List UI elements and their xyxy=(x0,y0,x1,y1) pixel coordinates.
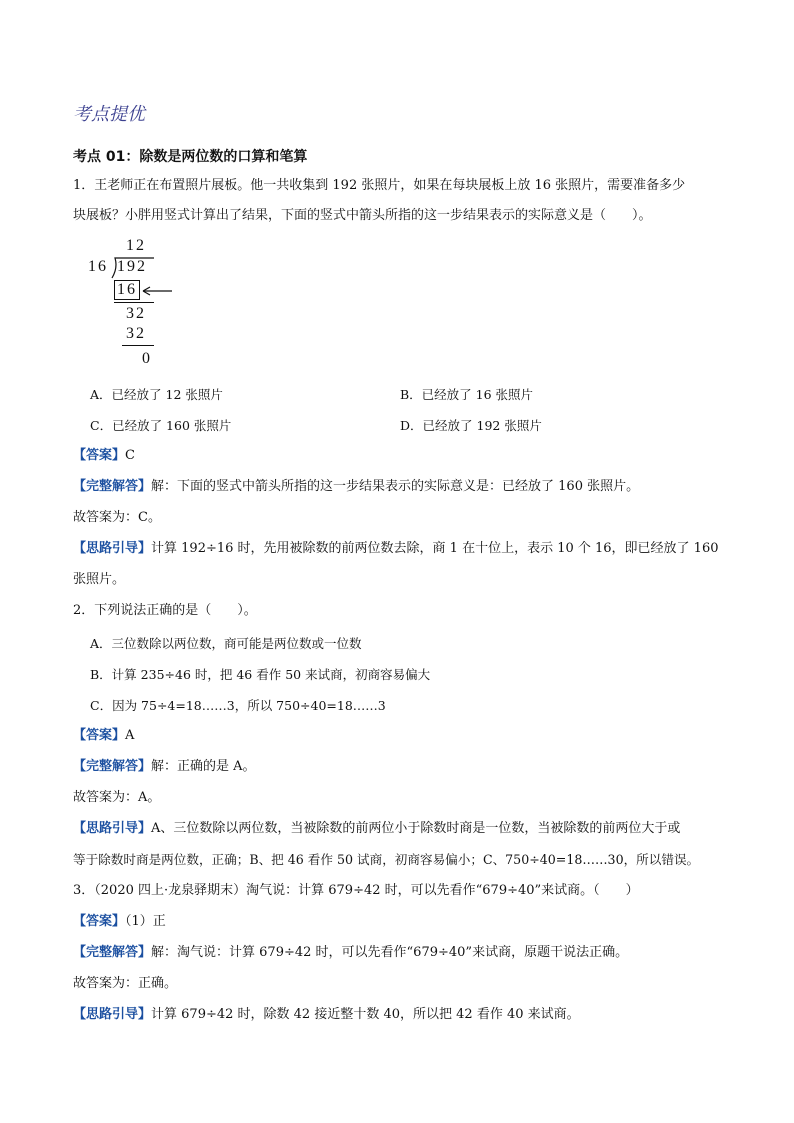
answer-value: （1）正 xyxy=(125,914,166,929)
q2-stem: 2．下列说法正确的是（ ）。 xyxy=(73,603,257,618)
q2-option-b: B．计算 235÷46 时，把 46 看作 50 来试商，初商容易偏大 xyxy=(90,667,431,682)
full-tag: 【完整解答】 xyxy=(73,759,152,774)
answer-tag: 【答案】 xyxy=(73,728,126,743)
hint-text: A、三位数除以两位数，当被除数的前两位小于除数时商是一位数，当被除数的前两位大于或 xyxy=(151,821,681,836)
q2-hint-line2: 等于除数时商是两位数，正确；B、把 46 看作 50 试商，初商容易偏小；C、750÷40=18……30，所以错误。 xyxy=(73,852,700,867)
division-step2: 32 xyxy=(126,305,146,322)
answer-tag: 【答案】 xyxy=(73,914,126,929)
q3-stem: 3．（2020 四上·龙泉驿期末）淘气说：计算 679÷42 时，可以先看作“679÷40”来试商。（ ） xyxy=(73,883,639,898)
q1-stem-line1: 1．王老师正在布置照片展板。他一共收集到 192 张照片，如果在每块展板上放 16 张照片，需要准备多少 xyxy=(73,178,686,193)
full-text: 解：淘气说：计算 679÷42 时，可以先看作“679÷40”来试商，原题干说法正确。 xyxy=(151,945,629,960)
q1-full-solution xyxy=(73,478,639,496)
q3-full-solution xyxy=(73,944,628,962)
q2-option-a: A．三位数除以两位数，商可能是两位数或一位数 xyxy=(90,636,362,651)
q1-answer xyxy=(73,447,135,465)
hint-tag: 【思路引导】 xyxy=(73,541,152,556)
q2-conclusion: 故答案为：A。 xyxy=(73,790,161,805)
division-quotient: 12 xyxy=(126,237,146,254)
q1-option-a: A．已经放了 12 张照片 xyxy=(90,387,223,402)
q2-answer xyxy=(73,727,134,745)
full-text: 解：下面的竖式中箭头所指的这一步结果表示的实际意义是：已经放了 160 张照片。 xyxy=(151,479,640,494)
division-remainder: 0 xyxy=(142,350,152,367)
q1-option-d: D．已经放了 192 张照片 xyxy=(400,418,542,433)
hint-text: 计算 679÷42 时，除数 42 接近整十数 40，所以把 42 看作 40 来试商。 xyxy=(151,1007,580,1022)
section-title: 考点提优 xyxy=(73,104,145,125)
q1-conclusion: 故答案为：C。 xyxy=(73,510,161,525)
division-dividend: 192 xyxy=(117,258,147,275)
q3-answer xyxy=(73,913,166,931)
q1-hint-line2: 张照片。 xyxy=(73,572,126,587)
division-line-1 xyxy=(114,302,154,303)
division-divisor: 16 xyxy=(88,258,108,275)
answer-value: A xyxy=(125,728,135,743)
division-step1-boxed: 16 xyxy=(114,280,140,300)
q2-full-solution xyxy=(73,758,256,776)
q1-hint-line1 xyxy=(73,540,719,558)
full-tag: 【完整解答】 xyxy=(73,945,152,960)
full-tag: 【完整解答】 xyxy=(73,479,152,494)
kaodian-heading: 考点 01：除数是两位数的口算和笔算 xyxy=(73,149,308,165)
q3-conclusion: 故答案为：正确。 xyxy=(73,976,178,991)
q2-hint-line1 xyxy=(73,820,680,838)
answer-tag: 【答案】 xyxy=(73,448,126,463)
answer-value: C xyxy=(125,448,135,463)
hint-tag: 【思路引导】 xyxy=(73,1007,152,1022)
q1-stem-line2: 块展板？小胖用竖式计算出了结果，下面的竖式中箭头所指的这一步结果表示的实际意义是（ ）。 xyxy=(73,208,652,223)
q2-option-c: C．因为 75÷4=18……3，所以 750÷40=18……3 xyxy=(90,698,386,713)
hint-text: 计算 192÷16 时，先用被除数的前两位数去除，商 1 在十位上，表示 10 个 16，即已经放了 160 xyxy=(151,541,719,556)
arrow-icon xyxy=(140,283,174,299)
division-step3: 32 xyxy=(126,325,146,342)
hint-tag: 【思路引导】 xyxy=(73,821,152,836)
full-text: 解：正确的是 A。 xyxy=(151,759,256,774)
q3-hint xyxy=(73,1006,580,1024)
q1-option-b: B．已经放了 16 张照片 xyxy=(400,387,534,402)
division-line-2 xyxy=(122,345,154,346)
q1-option-c: C．已经放了 160 张照片 xyxy=(90,418,232,433)
